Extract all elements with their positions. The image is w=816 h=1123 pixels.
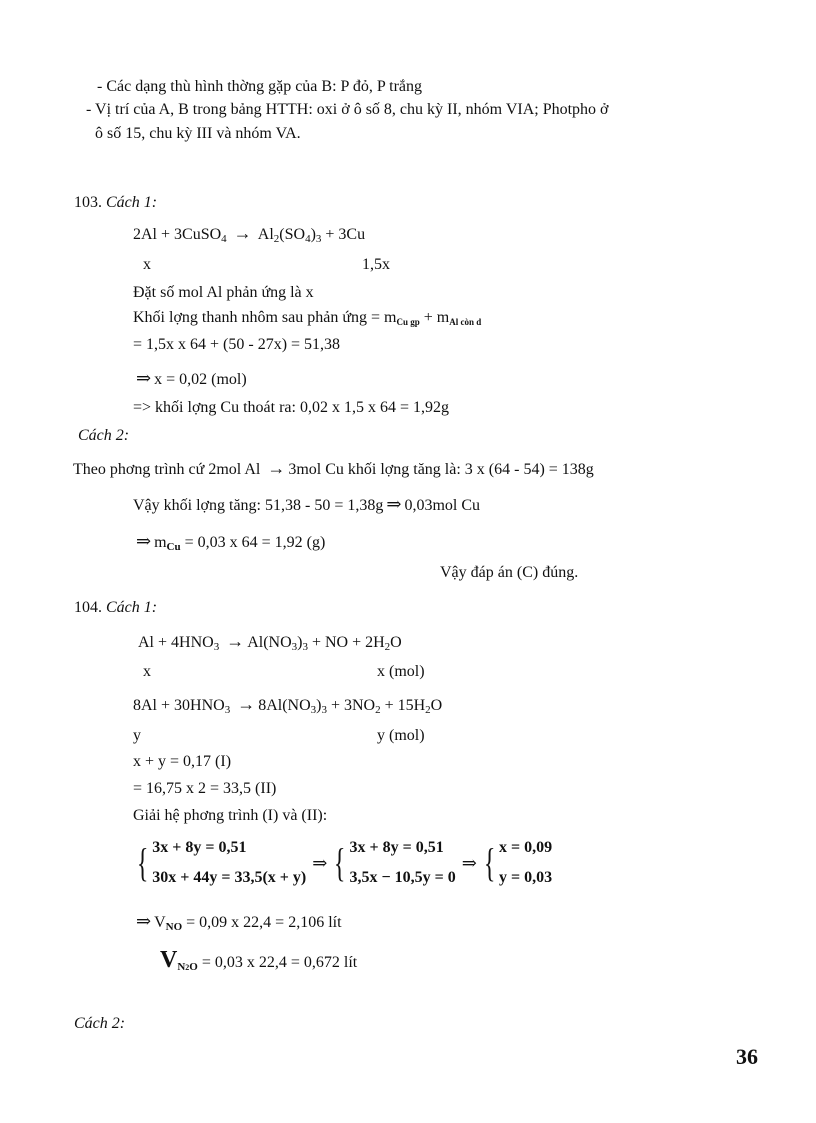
eq2-left: 8Al + 30HNO	[133, 697, 225, 714]
eq-right-b: (SO	[279, 226, 306, 243]
eq1-right-sub: 3	[291, 641, 298, 653]
eq1-left-sub: 3	[213, 641, 220, 653]
q104-eq2-mol-right: y (mol)	[377, 727, 425, 744]
q104-header	[74, 598, 157, 618]
eq-left: 2Al + 3CuSO	[133, 226, 222, 243]
eq1-right-a: Al(NO	[247, 634, 292, 651]
q103-answer: Vậy đáp án (C) đúng.	[440, 564, 579, 581]
q104-eq2	[133, 694, 442, 716]
mass-plus: + m	[419, 309, 450, 326]
left-brace-icon: {	[136, 840, 149, 885]
intro-dash-line: - Các dạng thù hình thờng gặp của B: P đỏ, P trắng	[97, 78, 423, 95]
vn2o-sub2: 2	[185, 963, 190, 972]
eq1-right-c: + NO + 2H	[307, 634, 385, 651]
q104-solve: Giải hệ phơng trình (I) và (II):	[133, 807, 328, 824]
eq2-left-sub: 3	[224, 704, 231, 716]
intro-position-line1: - Vị trí của A, B trong bảng HTTH: oxi ở ô số 8, chu kỳ II, nhóm VIA; Photpho ở	[86, 101, 609, 118]
theo-b: 3mol Cu khối lợng tăng là: 3 x (64 - 54) = 138g	[288, 461, 594, 478]
vno-b: = 0,09 x 22,4 = 2,106 lít	[182, 914, 342, 931]
vn2o-b: = 0,03 x 22,4 = 0,672 lít	[197, 954, 358, 971]
system1-row2: 30x + 44y = 33,5(x + y)	[152, 869, 307, 886]
vn2o-sub: N	[177, 961, 186, 973]
q103-theo-line	[73, 458, 594, 480]
eq2-right-sub2: 3	[321, 704, 327, 716]
eq2-right-e: O	[430, 697, 443, 714]
eq-right-d: + 3Cu	[321, 226, 366, 243]
implies-arrow-icon: ⇒	[386, 494, 402, 514]
q103-number: 103.	[74, 194, 102, 211]
eq2-right-d: + 15H	[380, 697, 426, 714]
eq-right-a: Al	[257, 226, 274, 243]
system3	[499, 833, 552, 893]
eq-right-sub2: 4	[305, 233, 311, 245]
q103-mol-15x: 1,5x	[362, 256, 390, 273]
implies-arrow-icon: ⇒	[136, 911, 152, 931]
q103-x-result-line	[133, 368, 247, 390]
vn2o-sub3: O	[189, 961, 198, 973]
q104-vno-line	[133, 911, 342, 933]
q104-sum-eq: x + y = 0,17 (I)	[133, 753, 232, 770]
mass-sub1: Cu gp	[396, 317, 420, 327]
q103-set-mol: Đặt số mol Al phản ứng là x	[133, 284, 314, 301]
q104-method1-label: Cách 1:	[106, 599, 158, 616]
eq1-right-b: )	[297, 634, 303, 651]
eq1-right-sub2: 3	[302, 641, 308, 653]
page-number: 36	[736, 1044, 758, 1069]
vno-sub: NO	[165, 921, 183, 933]
system2-row1: 3x + 8y = 0,51	[349, 839, 444, 856]
vay-a: Vậy khối lợng tăng: 51,38 - 50 = 1,38g	[133, 497, 384, 514]
vno-a: V	[154, 914, 166, 931]
eq2-right-sub3: 2	[375, 704, 381, 716]
q104-eq1	[138, 631, 402, 653]
eq-right-sub1: 2	[273, 233, 280, 245]
eq-right-c: )	[310, 226, 316, 243]
mcu-sub: Cu	[166, 541, 181, 553]
q103-mol-x: x	[143, 256, 151, 273]
q104-number: 104.	[74, 599, 102, 616]
mcu-a: m	[154, 534, 167, 551]
implies-arrow-icon: ⇒	[312, 852, 328, 873]
q104-vn2o-line	[160, 947, 358, 973]
implies-arrow-icon: ⇒	[136, 368, 152, 388]
q103-mass-line	[133, 308, 481, 332]
q104-eq1-mol-right: x (mol)	[377, 663, 425, 680]
eq2-right-c: + 3NO	[326, 697, 376, 714]
system3-row2: y = 0,03	[499, 869, 553, 886]
right-arrow-icon: →	[233, 223, 252, 243]
eq1-right-sub3: 2	[384, 641, 391, 653]
eq2-right-sub: 3	[310, 704, 317, 716]
system2-row2: 3,5x − 10,5y = 0	[349, 869, 456, 886]
q104-eq2-mol-left: y	[133, 727, 141, 744]
eq2-right-sub4: 2	[425, 704, 431, 716]
q104-method2-label: Cách 2:	[74, 1015, 126, 1032]
eq2-right-b: )	[316, 697, 322, 714]
theo-a: Theo phơng trình cứ 2mol Al	[73, 461, 261, 478]
left-brace-icon: {	[334, 840, 346, 885]
q103-method1-label: Cách 1:	[106, 194, 158, 211]
eq-right-sub3: 3	[315, 233, 322, 245]
eq1-left: Al + 4HNO	[138, 634, 214, 651]
left-brace-icon: {	[483, 840, 496, 885]
q103-header	[74, 193, 157, 213]
mass-sub2: Al còn d	[449, 317, 482, 327]
q104-equation-systems	[133, 833, 552, 893]
q104-avg-eq: = 16,75 x 2 = 33,5 (II)	[133, 780, 277, 797]
system1	[152, 833, 306, 893]
system2	[350, 833, 456, 893]
q103-calc: = 1,5x x 64 + (50 - 27x) = 51,38	[133, 336, 341, 353]
right-arrow-icon: →	[237, 694, 256, 714]
q104-eq1-mol-left: x	[143, 663, 151, 680]
q103-mcu-line	[133, 531, 325, 553]
intro-position-line2: ô số 15, chu kỳ III và nhóm VA.	[95, 125, 301, 142]
vay-b: 0,03mol Cu	[404, 497, 481, 514]
implies-arrow-icon: ⇒	[136, 531, 152, 551]
q103-equation	[133, 223, 365, 245]
q103-cu-mass: => khối lợng Cu thoát ra: 0,02 x 1,5 x 64 = 1,92g	[133, 399, 449, 416]
eq-left-sub: 4	[221, 233, 227, 245]
q103-method2-label: Cách 2:	[78, 427, 130, 444]
right-arrow-icon: →	[226, 631, 245, 651]
q103-vay-line	[133, 494, 480, 516]
system1-row1: 3x + 8y = 0,51	[152, 839, 247, 856]
implies-arrow-icon: ⇒	[461, 852, 477, 873]
system3-row1: x = 0,09	[499, 839, 553, 856]
mass-text: Khối lợng thanh nhôm sau phản ứng = m	[133, 309, 397, 326]
vn2o-a: V	[160, 947, 178, 973]
x-result: x = 0,02 (mol)	[154, 371, 247, 388]
right-arrow-icon: →	[267, 458, 286, 478]
mcu-b: = 0,03 x 64 = 1,92 (g)	[180, 534, 326, 551]
eq1-right-d: O	[390, 634, 402, 651]
eq2-right-a: 8Al(NO	[258, 697, 311, 714]
